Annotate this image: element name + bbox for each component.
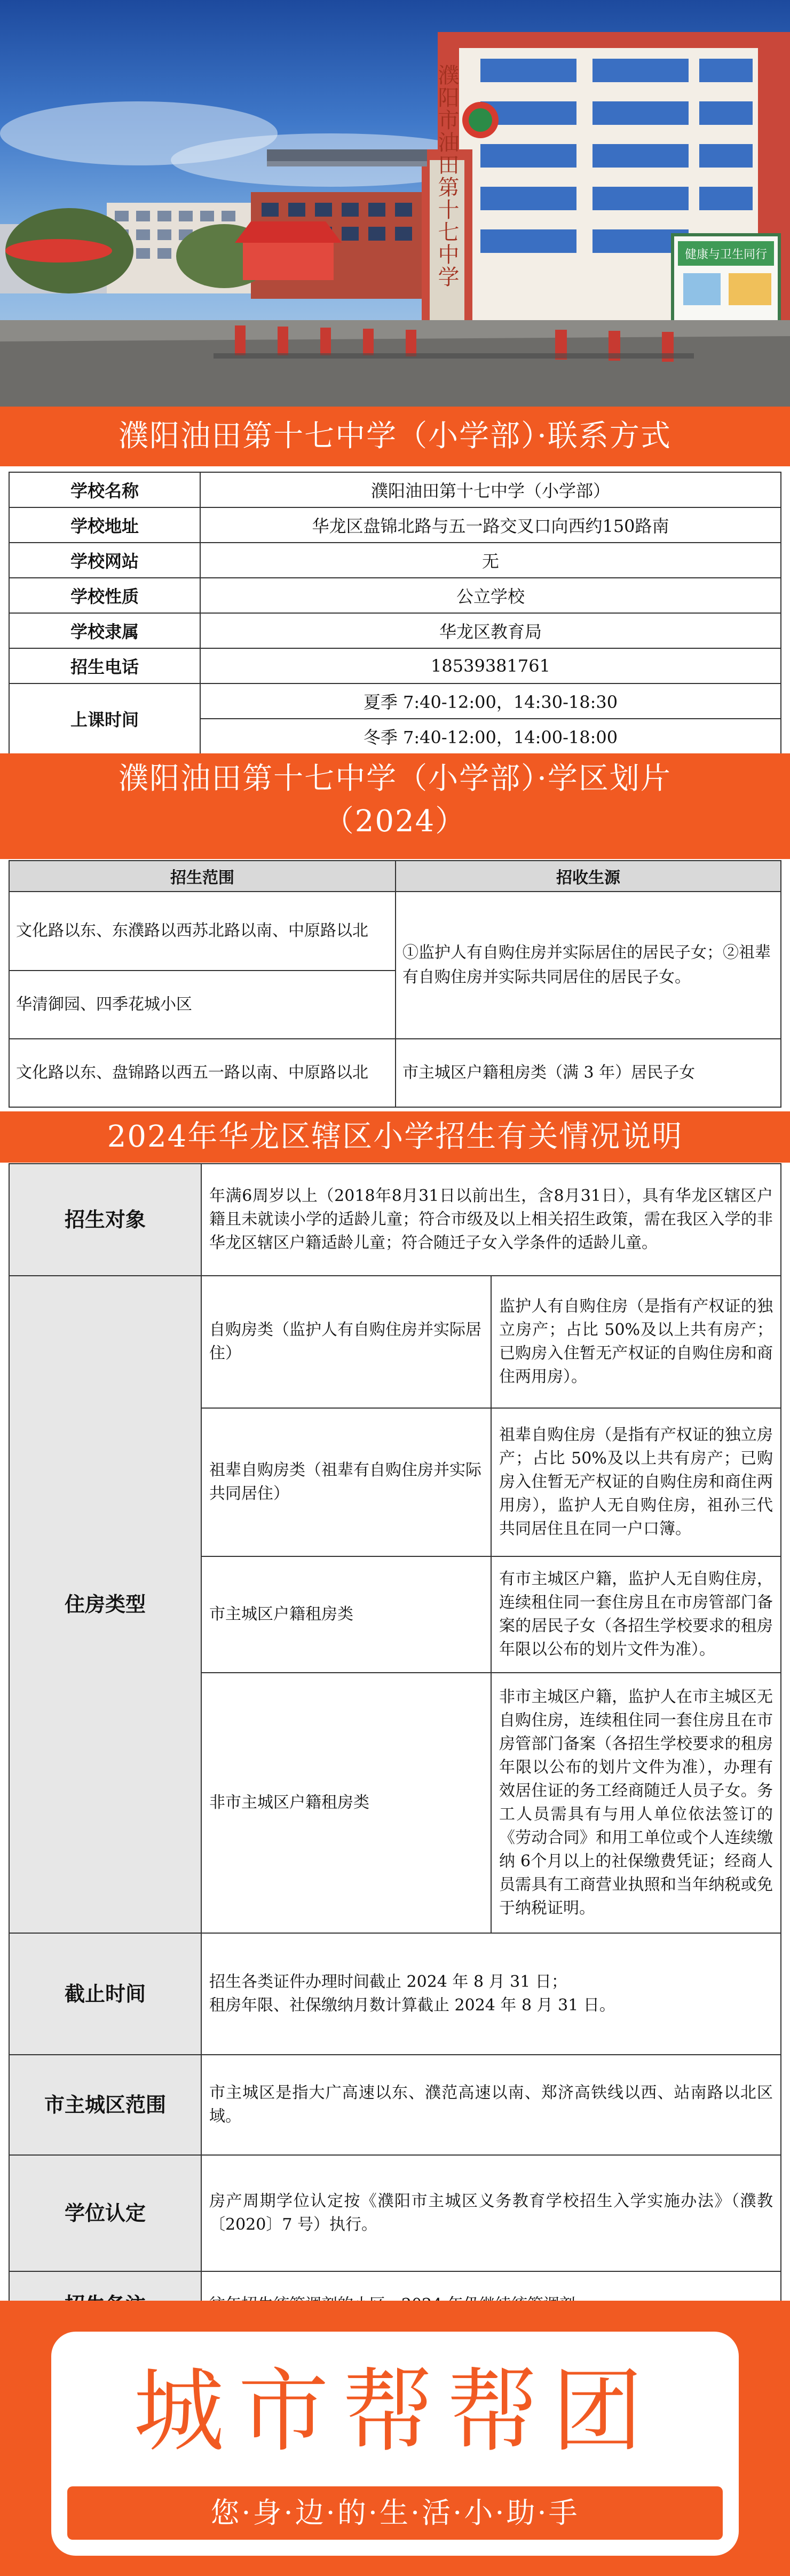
deadline-line: 招生各类证件办理时间截止 2024 年 8 月 31 日； bbox=[209, 1973, 567, 1991]
contact-label: 学校隶属 bbox=[9, 613, 200, 648]
housing-type: 祖辈自购房类（祖辈有自购住房并实际共同居住） bbox=[201, 1408, 491, 1556]
school-photo-illustration bbox=[0, 0, 790, 407]
table-row bbox=[9, 1276, 781, 1408]
deadline-label: 截止时间 bbox=[9, 1933, 201, 2055]
deadline-text bbox=[201, 1933, 781, 2055]
explain-table bbox=[9, 1163, 781, 2339]
phone-number: 18539381761 bbox=[200, 648, 781, 683]
source-cell: ①监护人有自购住房并实际居住的居民子女；②祖辈有自购住房并实际共同居住的居民子女。 bbox=[396, 892, 781, 1039]
brand-name: 城市帮帮团 bbox=[133, 2359, 657, 2464]
poster-title-text: 健康与卫生同行 bbox=[684, 248, 768, 261]
housing-desc: 监护人有自购住房（是指有产权证的独立房产；占比 50%及以上共有房产；已购房入住暂无产权证的自购住房和商住两用房）。 bbox=[491, 1276, 781, 1408]
housing-label: 住房类型 bbox=[9, 1276, 201, 1933]
contact-label: 学校名称 bbox=[9, 472, 200, 507]
contact-value: 华龙区盘锦北路与五一路交叉口向西约150路南 bbox=[200, 507, 781, 543]
contact-table bbox=[9, 472, 781, 754]
table-row bbox=[9, 1164, 781, 1276]
district-title bbox=[0, 753, 790, 859]
scope-cell: 文化路以东、盘锦路以西五一路以南、中原路以北 bbox=[9, 1039, 396, 1107]
footer-card bbox=[51, 2332, 739, 2556]
table-row bbox=[9, 1039, 781, 1107]
district-title-line2: （2024） bbox=[323, 804, 467, 839]
class-time-label: 上课时间 bbox=[9, 683, 200, 754]
gate-sign-text: 濮阳市油田第十七中学 bbox=[434, 64, 459, 288]
source-cell: 市主城区户籍租房类（满 3 年）居民子女 bbox=[396, 1039, 781, 1107]
city-range-label: 市主城区范围 bbox=[9, 2055, 201, 2155]
target-label: 招生对象 bbox=[9, 1164, 201, 1276]
footer bbox=[0, 2301, 790, 2576]
school-photo bbox=[0, 0, 790, 407]
degree-label: 学位认定 bbox=[9, 2155, 201, 2271]
explain-title: 2024年华龙区辖区小学招生有关情况说明 bbox=[0, 1111, 790, 1163]
contact-value: 华龙区教育局 bbox=[200, 613, 781, 648]
table-row bbox=[9, 2155, 781, 2271]
table-row bbox=[9, 507, 781, 543]
table-row bbox=[9, 613, 781, 648]
contact-title: 濮阳油田第十七中学（小学部）·联系方式 bbox=[0, 407, 790, 466]
degree-text: 房产周期学位认定按《濮阳市主城区义务教育学校招生入学实施办法》（濮教〔2020〕7 号）执行。 bbox=[201, 2155, 781, 2271]
contact-value: 公立学校 bbox=[200, 578, 781, 613]
table-header-row bbox=[9, 861, 781, 892]
class-time-summer: 夏季 7:40-12:00，14:30-18:30 bbox=[200, 683, 781, 719]
housing-desc: 祖辈自购住房（是指有产权证的独立房产；占比 50%及以上共有房产；已购房入住暂无产权证的自购住房和商住两用房），监护人无自购住房，祖孙三代共同居住且在同一户口簿。 bbox=[491, 1408, 781, 1556]
table-row bbox=[9, 543, 781, 578]
housing-type: 自购房类（监护人有自购住房并实际居住） bbox=[201, 1276, 491, 1408]
contact-label: 学校地址 bbox=[9, 507, 200, 543]
housing-type: 非市主城区户籍租房类 bbox=[201, 1673, 491, 1933]
table-row bbox=[9, 683, 781, 719]
header-scope: 招生范围 bbox=[9, 861, 396, 892]
contact-value: 濮阳油田第十七中学（小学部） bbox=[200, 472, 781, 507]
table-row bbox=[9, 2055, 781, 2155]
deadline-line: 租房年限、社保缴纳月数计算截止 2024 年 8 月 31 日。 bbox=[209, 1996, 615, 2015]
class-time-winter: 冬季 7:40-12:00，14:00-18:00 bbox=[200, 719, 781, 754]
housing-type: 市主城区户籍租房类 bbox=[201, 1556, 491, 1673]
header-source: 招收生源 bbox=[396, 861, 781, 892]
scope-cell: 文化路以东、东濮路以西苏北路以南、中原路以北 bbox=[9, 892, 396, 971]
contact-label: 招生电话 bbox=[9, 648, 200, 683]
city-range-text: 市主城区是指大广高速以东、濮范高速以南、郑济高铁线以西、站南路以北区域。 bbox=[201, 2055, 781, 2155]
table-row bbox=[9, 892, 781, 971]
scope-cell: 华清御园、四季花城小区 bbox=[9, 971, 396, 1039]
table-row bbox=[9, 578, 781, 613]
contact-value: 无 bbox=[200, 543, 781, 578]
brand-slogan: 您·身·边·的·生·活·小·助·手 bbox=[67, 2486, 723, 2540]
target-text: 年满6周岁以上（2018年8月31日以前出生，含8月31日），具有华龙区辖区户籍且未就读小学的适龄儿童；符合市级及以上相关招生政策，需在我区入学的非华龙区辖区户籍适龄儿童；符合随迁子女入学条件的适龄儿童。 bbox=[201, 1164, 781, 1276]
housing-desc: 有市主城区户籍，监护人无自购住房，连续租住同一套住房且在市房管部门备案的居民子女（各招生学校要求的租房年限以公布的划片文件为准）。 bbox=[491, 1556, 781, 1673]
table-row bbox=[9, 1933, 781, 2055]
contact-label: 学校性质 bbox=[9, 578, 200, 613]
housing-desc: 非市主城区户籍，监护人在市主城区无自购住房，连续租住同一套住房且在市房管部门备案（各招生学校要求的租房年限以公布的划片文件为准），办理有效居住证的务工经商随迁人员子女。务工人员需具有与用人单位依法签订的《劳动合同》和用工单位或个人连续缴纳 6个月以上的社保缴费凭证；经商人员需具有工商营业执照和当年纳税或免于纳税证明。 bbox=[491, 1673, 781, 1933]
table-row bbox=[9, 648, 781, 683]
contact-label: 学校网站 bbox=[9, 543, 200, 578]
table-row bbox=[9, 472, 781, 507]
district-title-line1: 濮阳油田第十七中学（小学部）·学区划片 bbox=[118, 761, 672, 796]
district-table bbox=[9, 860, 781, 1108]
